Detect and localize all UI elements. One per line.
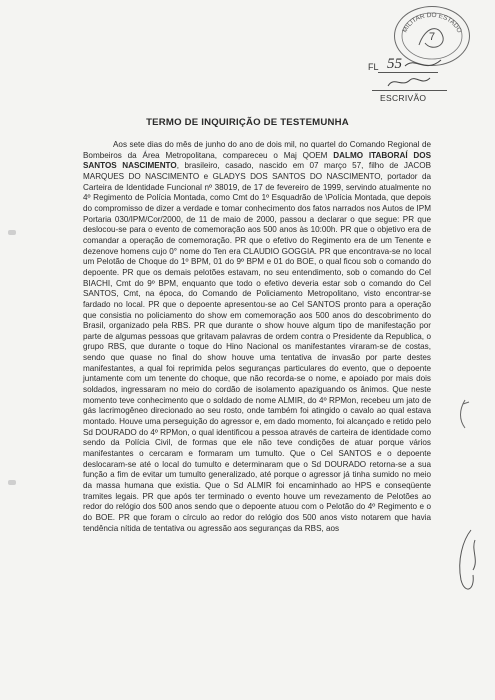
folio-handwriting-icon [385, 52, 445, 74]
punch-hole [8, 480, 16, 485]
intro-text: Aos sete dias do mês de junho do ano de dois mil, no quartel do Comando Regional de Bombeiros da Área Metropolitana, compareceu o Maj QOEM [83, 140, 431, 160]
stamp-text: MILITAR DO ESTADO [401, 11, 463, 35]
testimony-body: , brasileiro, casado, nascido em 07 março 57, filho de JACOB MARQUES DO NASCIMENTO e GLADYS DOS SANTOS DO NASCIMENTO, portador da Carteira de Identidade Funcional nº 38019, de 17 de fevereiro de 1999, servindo atualmente no 4º Regimento de Polícia Montada, como Cmt do 1º Esquadrão de \Polícia Montada, que depois do compromisso de dizer a verdade e tomar conhecimento dos fatos narrados nos Autos de IPM Portaria 030/IPM/Cor/2000, de 11 de maio de 2000, passou a declarar o que segue: PR que deslocou-se para o evento de comemoração aos 500 anos às 10:00h. PR que o objetivo era de comandar a operação de comemoração. PR que o efetivo do Regimento era de um Tenente e dezenove homens cujo 0° nome do Ten era CLAUDIO GOGGIA. PR que encontrava-se no local um Pelotão de Choque do 1º BPM, 01 do 9º BPM e 01 do BOE, o qual ficou sob o comando do depoente. PR que os demais pelotões estavam, no seu entendimento, sob o comando do Cel BIACHI, Cmt do 9º BPM, enquanto que todo o efetivo deveria estar sob o comando do Cel SANTOS, Cmt, na época, do Comando de Policiamento Metropolitano, visto encontrar-se fardado no local. PR que o depoente apresentou-se ao Cel SANTOS pronto para a operação que consistia no policiamento do show em comemoração aos 500 anos do descobrimento do Brasil, organizado pela RBS. PR que durante o show houve algum tipo de manifestação por parte de algumas pessoas que gritavam palavras de ordem contra o Presidente da Republica, o grupo RBS, que durante o toque do Hino Nacional os manifestantes viraram-se de costas, sendo que quase no final do show houve uma tentativa de invasão por parte destes manifestantes, a qual foi reprimida pelos seguranças particulares do evento, que o depoente juntamente com um tenente do choque, que não recorda-se o nome, e apoiado por mais dois soldados, ingressaram no meio do cordão de isolamento apaziguando os ânimos. Que neste momento teve conhecimento que o soldado de nome ALMIR, do 4º RPMon, recebeu um jato de gás lacrimogêneo direcionado ao seu rosto, onde também foi atingido o cavalo ao qual estava montado. Houve uma perseguição do agressor e, em dado momento, foi alcançado e retido pelo Sd DOURADO do 4º RPMon, o qual identificou a pessoa através de carteira de identidade como sendo da Polícia Civil, de formas que ele não teve condições de atuar porque vários manifestantes o cercaram e formaram um tumulto. Que o Cel SANTOS e o depoente deslocaram-se até o local do tumulto e determinaram que o Sd DOURADO retorna-se a sua função a fim de evitar um tumulto generalizado, até porque o agressor já tinha sumido no meio da massa humana que existia. Que o Sd ALMIR foi encaminhado ao HPS e conseqüente tramites legais. PR que após ter terminado o evento houve um revezamento de Pelotões ao redor do relógio dos 500 anos sendo que o depoente atuou com o Pelotão do 4º Regimento e o do BOE. PR que foram o círculo ao redor do relógio dos 500 anos visto notarem que havia tendência nítida de tentativa ou agressão aos seguranças da RBS, aos [83, 161, 431, 533]
testimony-text [83, 140, 431, 534]
escrivao-line [372, 90, 447, 91]
folio-label: FL [368, 62, 379, 72]
document-title: TERMO DE INQUIRIÇÃO DE TESTEMUNHA [146, 117, 349, 128]
escrivao-signature-icon [384, 74, 434, 90]
punch-hole [8, 230, 16, 235]
folio-number: 55 [387, 56, 402, 72]
witness-name: DALMO ITABORAÍ DOS SANTOS NASCIMENTO [83, 150, 432, 171]
escrivao-label: ESCRIVÃO [380, 93, 427, 103]
folio-line [378, 72, 438, 73]
stamp-mark: 7 [429, 31, 436, 43]
margin-signature-icon [445, 390, 485, 610]
